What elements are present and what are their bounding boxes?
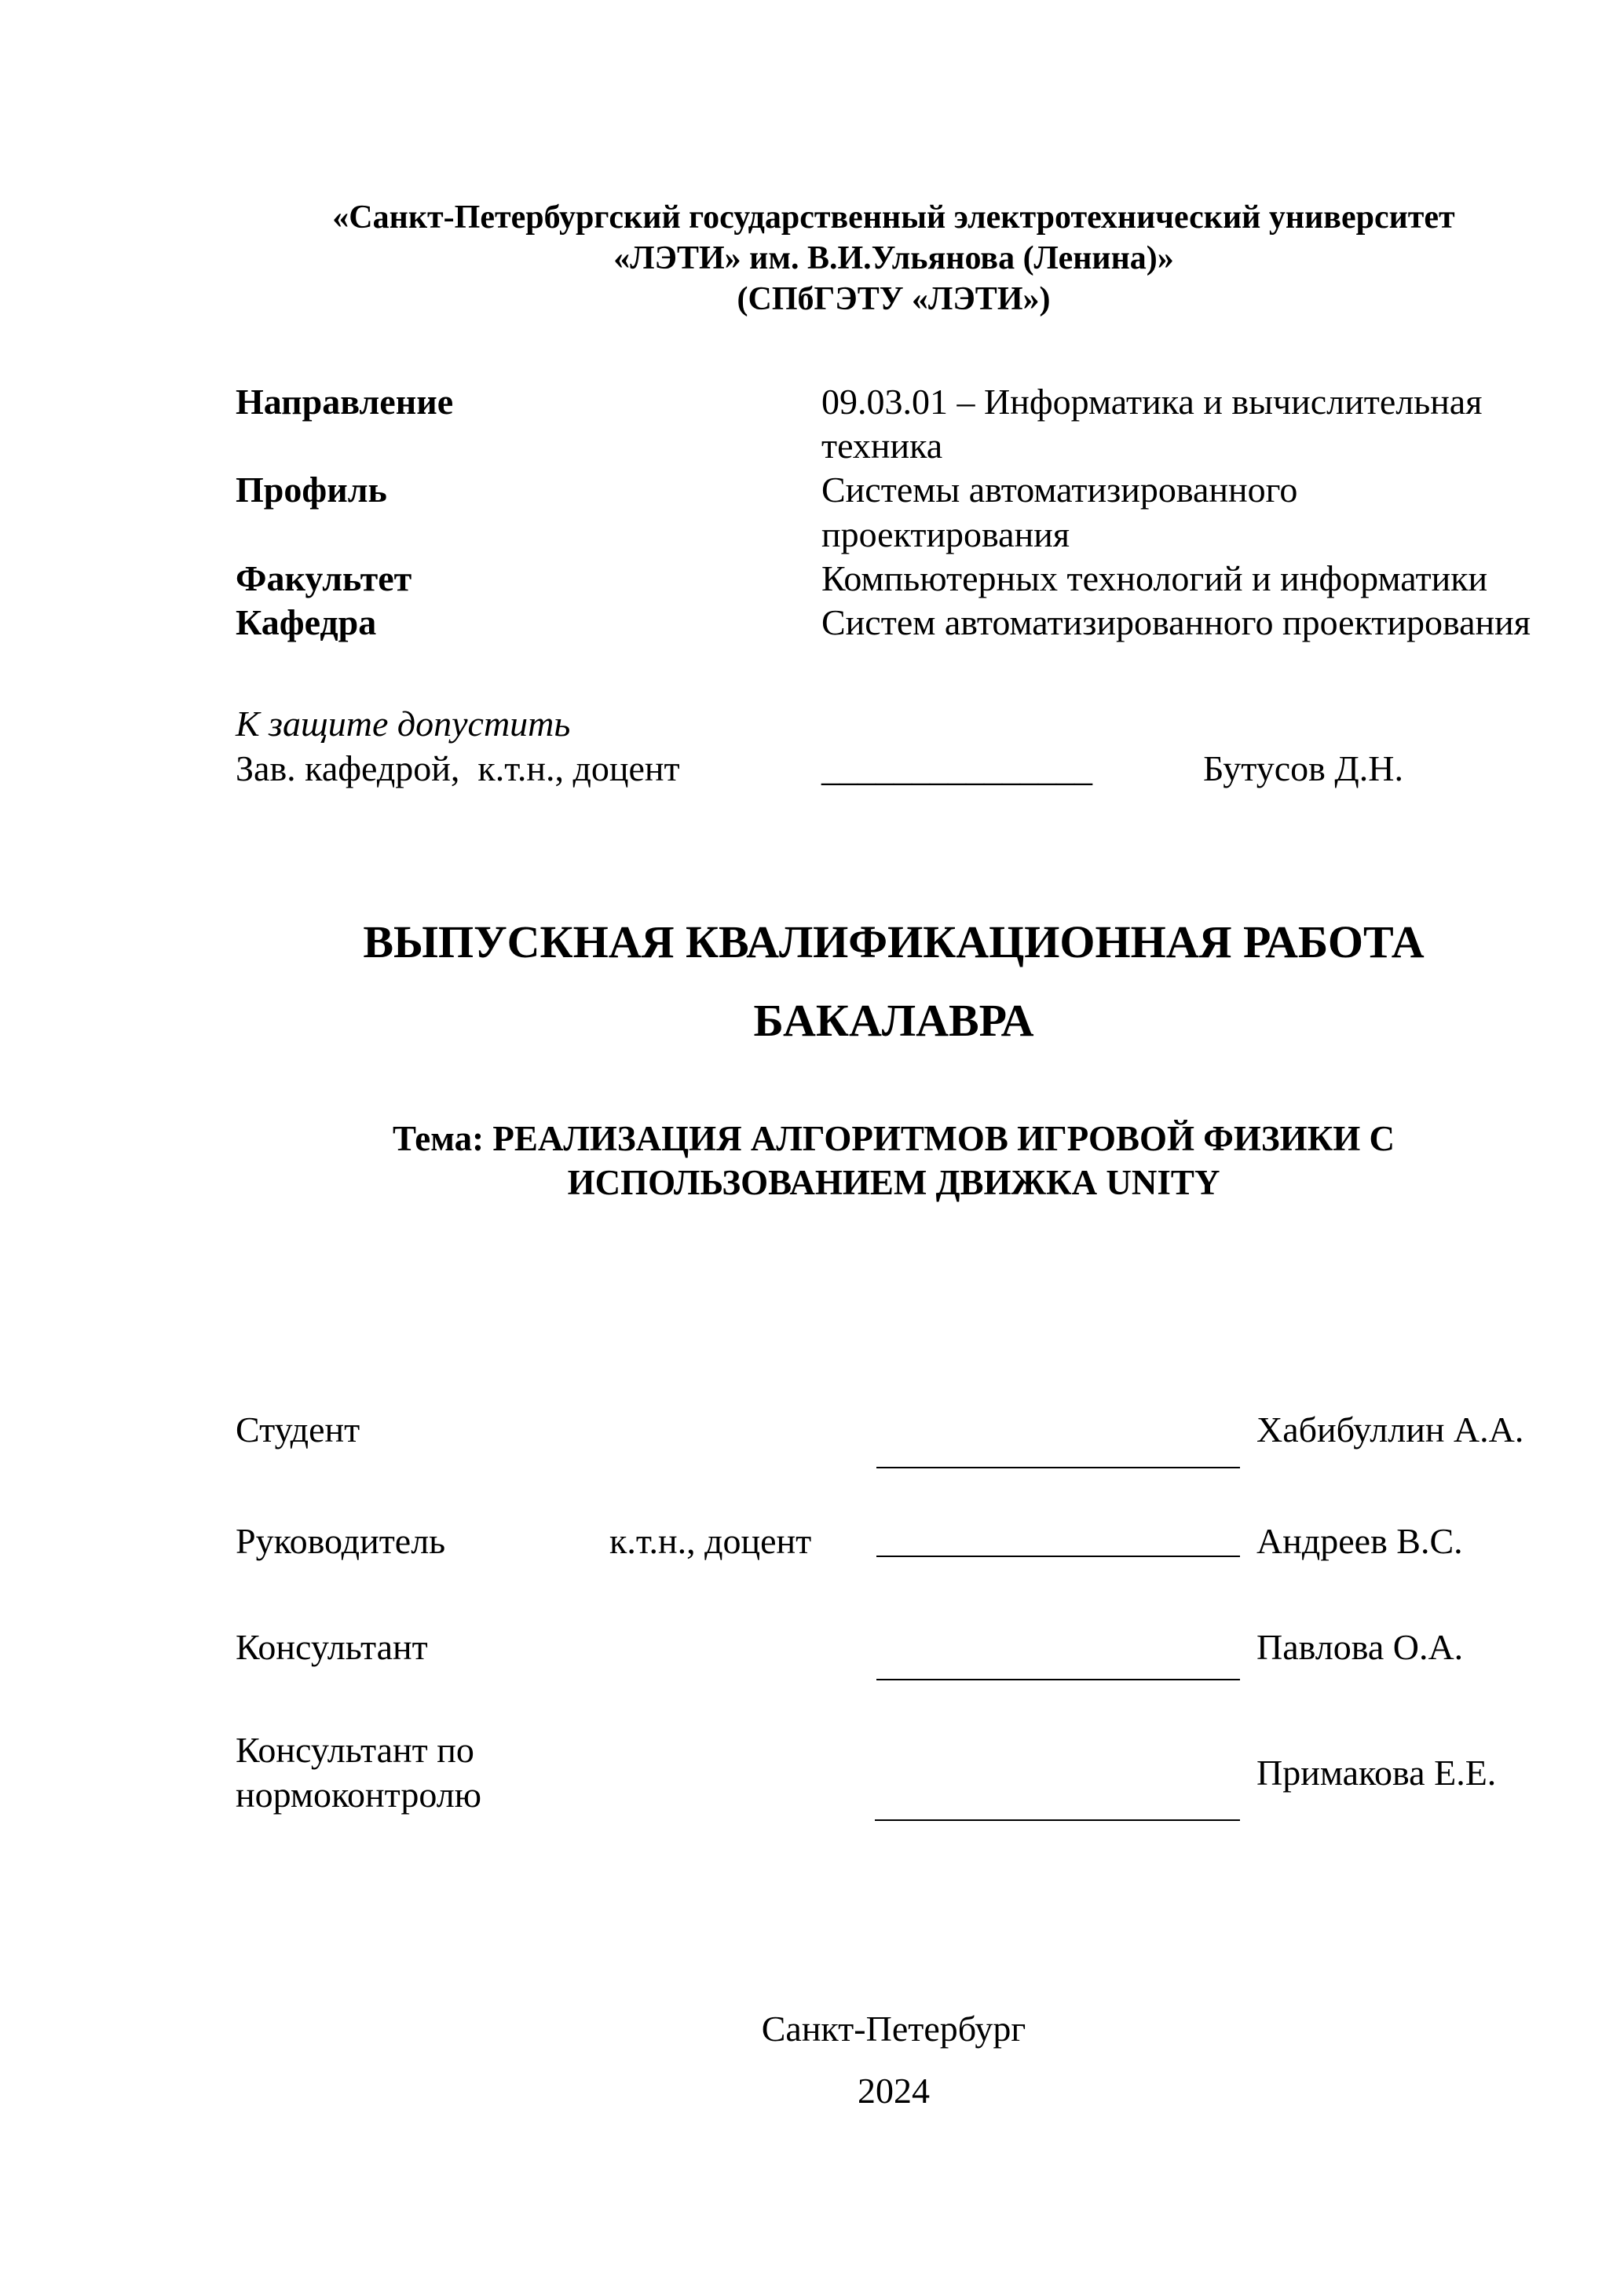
norm-consultant-role-line1: Консультант по [236,1730,474,1770]
norm-consultant-role-line2: нормоконтролю [236,1775,482,1815]
student-name: Хабибуллин А.А. [1256,1409,1524,1450]
city: Санкт-Петербург [761,2009,1026,2049]
supervisor-signature-line [876,1556,1240,1557]
faculty-label: Факультет [236,558,412,598]
approval-role: Зав. кафедрой, к.т.н., доцент [236,748,680,788]
approval-heading: К защите допустить [236,704,571,744]
student-signature-line [876,1467,1240,1468]
department-value: Систем автоматизированного проектирования [821,602,1531,642]
norm-consultant-signature-line [875,1819,1240,1821]
direction-label: Направление [236,382,454,422]
supervisor-degree: к.т.н., доцент [609,1521,812,1561]
consultant-signature-line [876,1679,1240,1680]
approval-signature-line: _______________ [821,748,1092,788]
topic-line2: ИСПОЛЬЗОВАНИЕМ ДВИЖКА UNITY [567,1163,1220,1202]
year: 2024 [858,2071,930,2111]
topic-line1: Тема: РЕАЛИЗАЦИЯ АЛГОРИТМОВ ИГРОВОЙ ФИЗИКИ С [393,1119,1395,1158]
university-name-line1: «Санкт-Петербургский государственный электротехнический университет [332,199,1455,236]
university-name-line2: «ЛЭТИ» им. В.И.Ульянова (Ленина)» [613,240,1174,276]
title-line2: БАКАЛАВРА [753,995,1034,1046]
consultant-role: Консультант [236,1627,428,1667]
university-abbreviation: (СПбГЭТУ «ЛЭТИ») [737,281,1051,317]
norm-consultant-name: Примакова Е.Е. [1256,1753,1497,1793]
direction-value-line1: 09.03.01 – Информатика и вычислительная [821,382,1483,422]
profile-label: Профиль [236,470,387,510]
profile-value-line1: Системы автоматизированного [821,470,1298,510]
profile-value-line2: проектирования [821,514,1070,554]
supervisor-role: Руководитель [236,1521,446,1561]
supervisor-name: Андреев В.С. [1256,1521,1463,1561]
consultant-name: Павлова О.А. [1256,1627,1464,1667]
direction-value-line2: техника [821,426,943,466]
approval-name: Бутусов Д.Н. [1203,748,1403,788]
title-line1: ВЫПУСКНАЯ КВАЛИФИКАЦИОННАЯ РАБОТА [363,916,1425,967]
student-role: Студент [236,1409,360,1450]
faculty-value: Компьютерных технологий и информатики [821,558,1488,598]
department-label: Кафедра [236,602,377,642]
